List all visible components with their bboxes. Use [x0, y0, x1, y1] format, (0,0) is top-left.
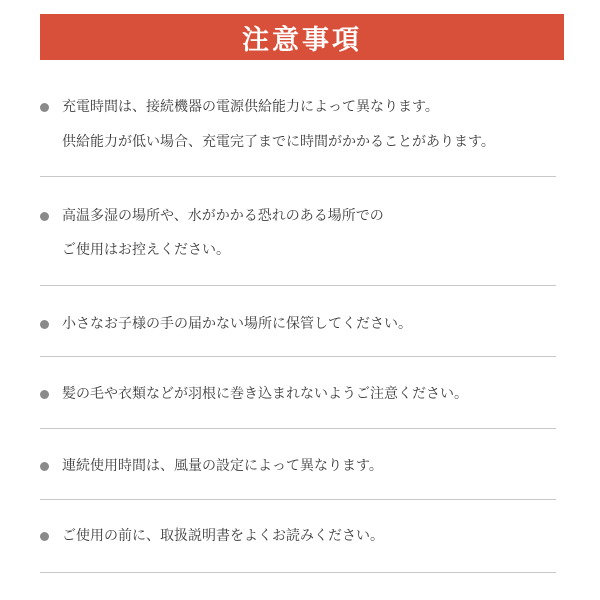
divider [40, 499, 556, 500]
notice-item [40, 383, 556, 407]
bullet-icon [40, 390, 49, 399]
notice-text: 連続使用時間は、風量の設定によって異なります。 [62, 458, 383, 474]
notice-item [40, 313, 556, 337]
notice-item [40, 455, 556, 479]
notice-text: 供給能力が低い場合、充電完了までに時間がかかることがあります。 [62, 134, 495, 150]
divider [40, 285, 556, 286]
notice-text: ご使用はお控えください。 [62, 242, 230, 258]
notice-text: ご使用の前に、取扱説明書をよくお読みください。 [62, 528, 384, 544]
notice-text: 髪の毛や衣類などが羽根に巻き込まれないようご注意ください。 [62, 386, 468, 402]
notice-text: 小さなお子様の手の届かない場所に保管してください。 [62, 316, 412, 332]
bullet-icon [40, 462, 49, 471]
header-banner [40, 14, 564, 60]
notice-text: 充電時間は、接続機器の電源供給能力によって異なります。 [62, 99, 439, 115]
notice-item [40, 96, 556, 156]
notice-item [40, 525, 556, 549]
bullet-icon [40, 320, 49, 329]
divider [40, 572, 556, 573]
divider [40, 356, 556, 357]
divider [40, 428, 556, 429]
page-title: 注意事項 [242, 24, 362, 56]
bullet-icon [40, 103, 49, 112]
notice-item [40, 205, 556, 265]
divider [40, 176, 556, 177]
notice-text: 高温多湿の場所や、水がかかる恐れのある場所での [62, 208, 384, 224]
bullet-icon [40, 212, 49, 221]
bullet-icon [40, 532, 49, 541]
